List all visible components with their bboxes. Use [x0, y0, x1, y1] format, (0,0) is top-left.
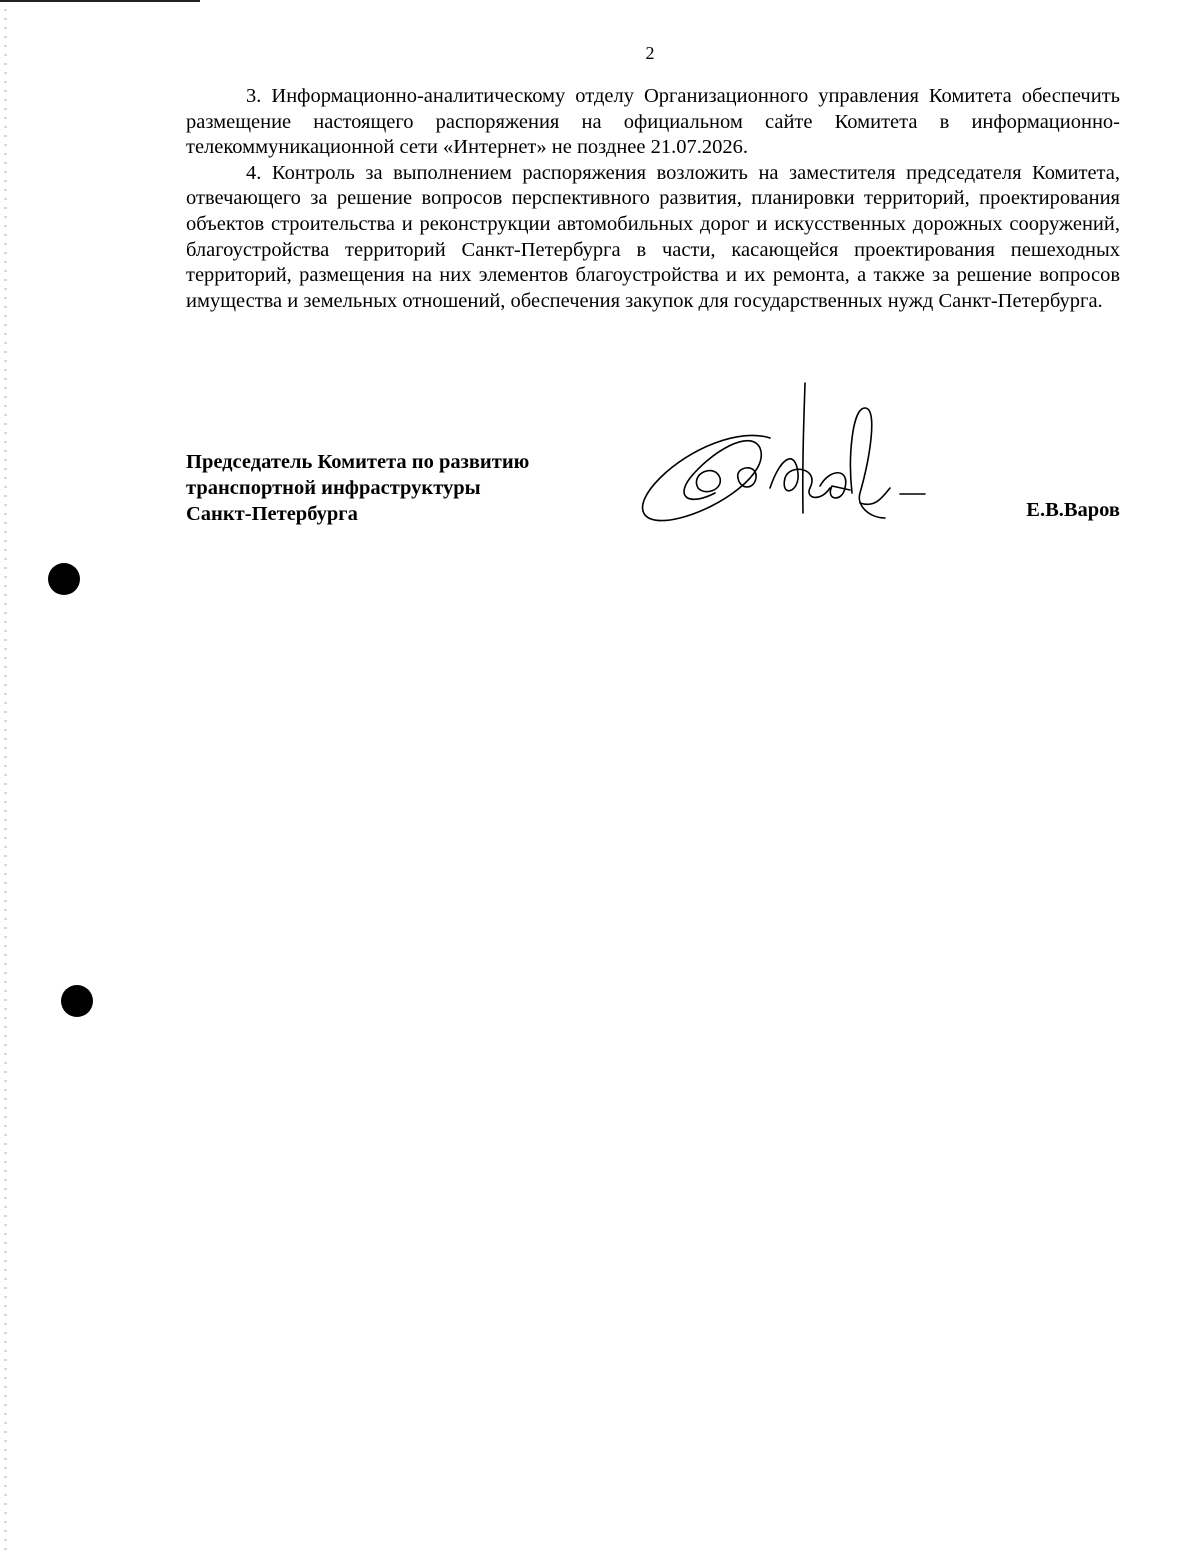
punch-hole	[48, 563, 80, 595]
document-body	[186, 84, 1120, 314]
signatory-name: Е.В.Варов	[1026, 499, 1120, 521]
punch-hole	[61, 985, 93, 1017]
paragraph-4: 4. Контроль за выполнением распоряжения возложить на заместителя председателя Комитета, отвечающего за решение вопросов перспективного развития, планировки территорий, проектирования объектов строительства и реконструкции автомобильных дорог и искусственных дорожных сооружений, благоустройства территорий Санкт-Петербурга в части, касающейся проектирования пешеходных территорий, размещения на них элементов благоустройства и их ремонта, а также за решение вопросов имущества и земельных отношений, обеспечения закупок для государственных нужд Санкт-Петербурга.	[186, 161, 1120, 312]
signatory-position	[186, 449, 626, 527]
page-number: 2	[645, 43, 655, 63]
handwritten-signature	[620, 378, 940, 538]
paragraph-3: 3. Информационно-аналитическому отделу Организационного управления Комитета обеспечить размещение настоящего распоряжения на официальном сайте Комитета в информационно-телекоммуникационной сети «Интернет» не позднее 21.07.2026.	[186, 85, 1120, 159]
signatory-position-line: Председатель Комитета по развитию	[186, 451, 530, 473]
scan-artifact-edge	[4, 0, 7, 1553]
signatory-position-line: транспортной инфраструктуры	[186, 477, 481, 499]
scan-artifact-line	[0, 0, 200, 2]
signatory-position-line: Санкт-Петербурга	[186, 503, 358, 525]
